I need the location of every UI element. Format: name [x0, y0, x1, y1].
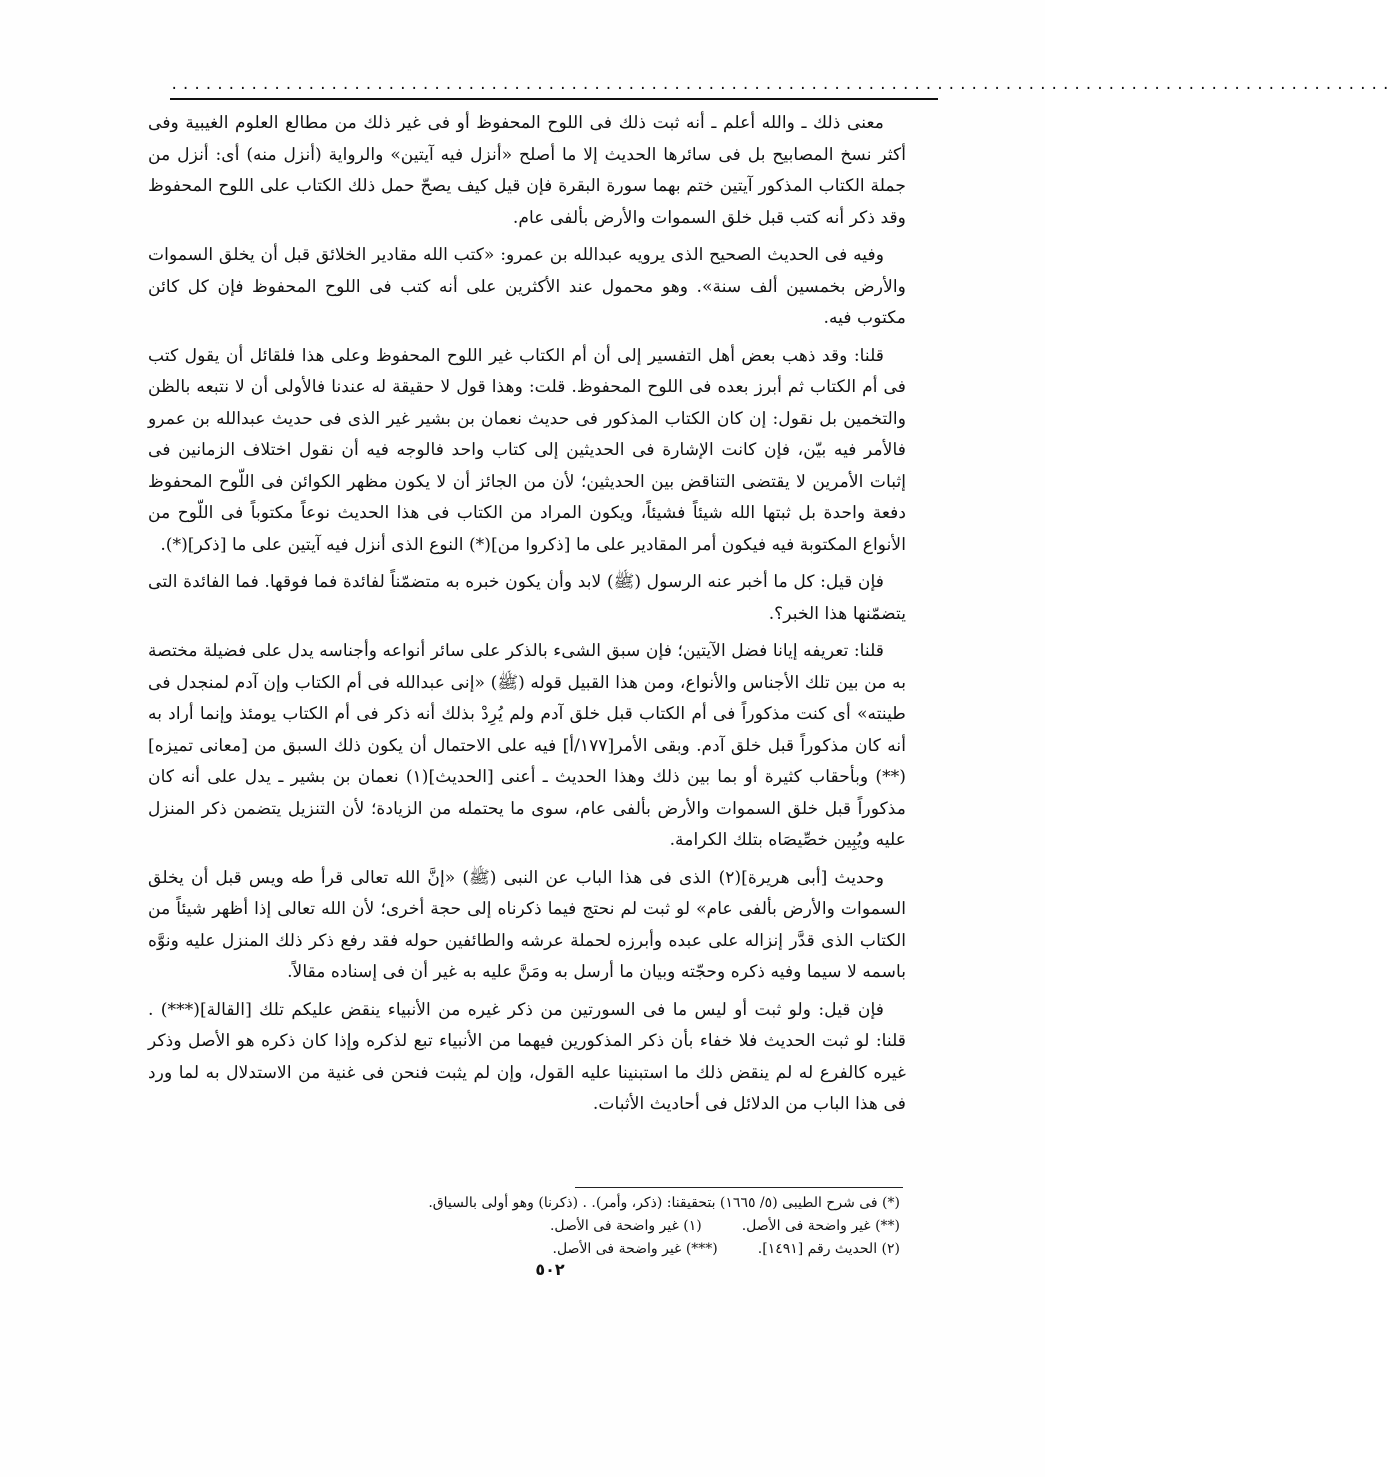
- footnote-row-2: [340, 1215, 900, 1238]
- paragraph-5: قلنا: تعريفه إيانا فضل الآيتين؛ فإن سبق الشىء بالذكر على سائر أنواعه وأجناسه يدل على فضيلة مختصة به من بين تلك الأجناس والأنواع، ومن هذا القبيل قوله (ﷺ) «إنى عبدالله فى أم الكتاب وإن آدم لمنجدل فى طينته» أى كنت مذكوراً فى أم الكتاب قبل خلق آدم ولم يُرِدْ بذلك أنه ذكر فى أم الكتاب يومئذ وإنما أراد به أنه كان مذكوراً قبل خلق آدم. وبقى الأمر[١٧٧/أ] فيه على الاحتمال أن يكون ذلك السبق من [معانى تميزه](**) وبأحقاب كثيرة أو بما بين ذلك وهذا الحديث ـ أعنى [الحديث](١) نعمان بن بشير ـ يدل على أنه كان مذكوراً قبل خلق السموات والأرض بألفى عام، سوى ما يحتمله من الزيادة؛ لأن التنزيل يتضمن ذكر المنزل عليه ويُبِين خصِّيصَاه بتلك الكرامة.: [148, 641, 906, 850]
- footnote-two: (٢) الحديث رقم [١٤٩١].: [757, 1241, 900, 1257]
- paragraph-3: قلنا: وقد ذهب بعض أهل التفسير إلى أن أم الكتاب غير اللوح المحفوظ وعلى هذا فلقائل أن يقول كتب فى أم الكتاب ثم أبرز بعده فى اللوح المحفوظ. قلت: وهذا قول لا حقيقة له عندنا فالأولى أن لا نتبعه بالظن والتخمين بل نقول: إن كان الكتاب المذكور فى حديث نعمان بن بشير غير الذى فى حديث عبدالله بن عمرو فالأمر فيه بيّن، فإن كانت الإشارة فى الحديثين إلى كتاب واحد فالوجه فيه أن نقول اختلاف الزمانين فى إثبات الأمرين لا يقتضى التناقض بين الحديثين؛ لأن من الجائز أن لا يكون مظهر الكوائن فى اللّوح المحفوظ دفعة واحدة بل ثبتها الله شيئاً فشيئاً، ويكون المراد من الكتاب فى هذا الحديث نوعاً مكتوباً فى اللّوح من الأنواع المكتوبة فيه فيكون أمر المقادير على ما [ذكروا من](*) النوع الذى أنزل فيه آيتين على ما [ذكر](*).: [148, 345, 906, 555]
- paragraph-6: وحديث [أبى هريرة](٢) الذى فى هذا الباب عن النبى (ﷺ) «إنَّ الله تعالى قرأ طه ويس قبل أن يخلق السموات والأرض بألفى عام» لو ثبت لم نحتج فيما ذكرناه إلى حجة أخرى؛ لأن الله تعالى إذا أظهر شيئاً من الكتاب الذى قدَّر إنزاله على عبده وأبرزه لحملة عرشه والطائفين حوله فقد رفع ذكر ذلك المنزل عليه ونوَّه باسمه لا سيما وفيه ذكره وحجّته وبيان ما أرسل به ومَنَّ عليه به غير أن فى إسناده مقالاً.: [148, 867, 906, 982]
- page-number: ٥٠٢: [535, 1260, 565, 1279]
- footnote-star: (*) فى شرح الطيبى (٥/ ١٦٦٥) بتحقيقنا: (ذكر، وأمر). . (ذكرنا) وهو أولى بالسياق.: [428, 1195, 900, 1211]
- footnote-two-star: (**) غير واضحة فى الأصل.: [741, 1218, 900, 1234]
- footnote-one: (١) غير واضحة فى الأصل.: [549, 1218, 702, 1234]
- header-dotted-line: ...........................................................................................................: [170, 77, 1393, 93]
- paragraph-1: معنى ذلك ـ والله أعلم ـ أنه ثبت ذلك فى اللوح المحفوظ أو فى غير ذلك من مطالع العلوم الغيبية وفى أكثر نسخ المصابيح بل فى سائرها الحديث إلا ما أصلح «أنزل فيه آيتين» والرواية (أنزل منه) أى: أنزل من جملة الكتاب المذكور آيتين ختم بهما سورة البقرة فإن قيل كيف يصحّ حمل ذلك الكتاب على اللوح المحفوظ وقد ذكر أنه كتب قبل خلق السموات والأرض بألفى عام.: [148, 113, 907, 228]
- paragraph-7: فإن قيل: ولو ثبت أو ليس ما فى السورتين من ذكر غيره من الأنبياء ينقض عليكم تلك [القالة](***) . قلنا: لو ثبت الحديث فلا خفاء بأن ذكر المذكورين فيهما من الأنبياء تبع لذكره وإذا كان ذكره هو الأصل وذكر غيره كالفرع له لم ينقض ذلك ما استبنينا عليه القول، وإن لم يثبت فنحن فى غنية من الاستدلال به لما ورد فى هذا الباب من الدلائل فى أحاديث الأثبات.: [148, 999, 906, 1114]
- paragraph-4: فإن قيل: كل ما أخبر عنه الرسول (ﷺ) لابد وأن يكون خبره به متضمّناً لفائدة فما فوقها. فما الفائدة التى يتضمّنها هذا الخبر؟.: [148, 572, 906, 624]
- header-rule: [170, 98, 938, 100]
- paragraph-2: وفيه فى الحديث الصحيح الذى يرويه عبدالله بن عمرو: «كتب الله مقادير الخلائق قبل أن يخلق السموات والأرض بخمسين ألف سنة». وهو محمول عند الأكثرين على أنه كتب فى اللوح المحفوظ فإن كل كائن مكتوب فيه.: [148, 245, 906, 328]
- footnote-separator: [575, 1187, 903, 1188]
- footnote-row-3: [340, 1238, 900, 1261]
- main-text: [148, 108, 906, 1127]
- footnotes: [340, 1192, 900, 1261]
- footnote-three-star: (***) غير واضحة فى الأصل.: [552, 1241, 718, 1257]
